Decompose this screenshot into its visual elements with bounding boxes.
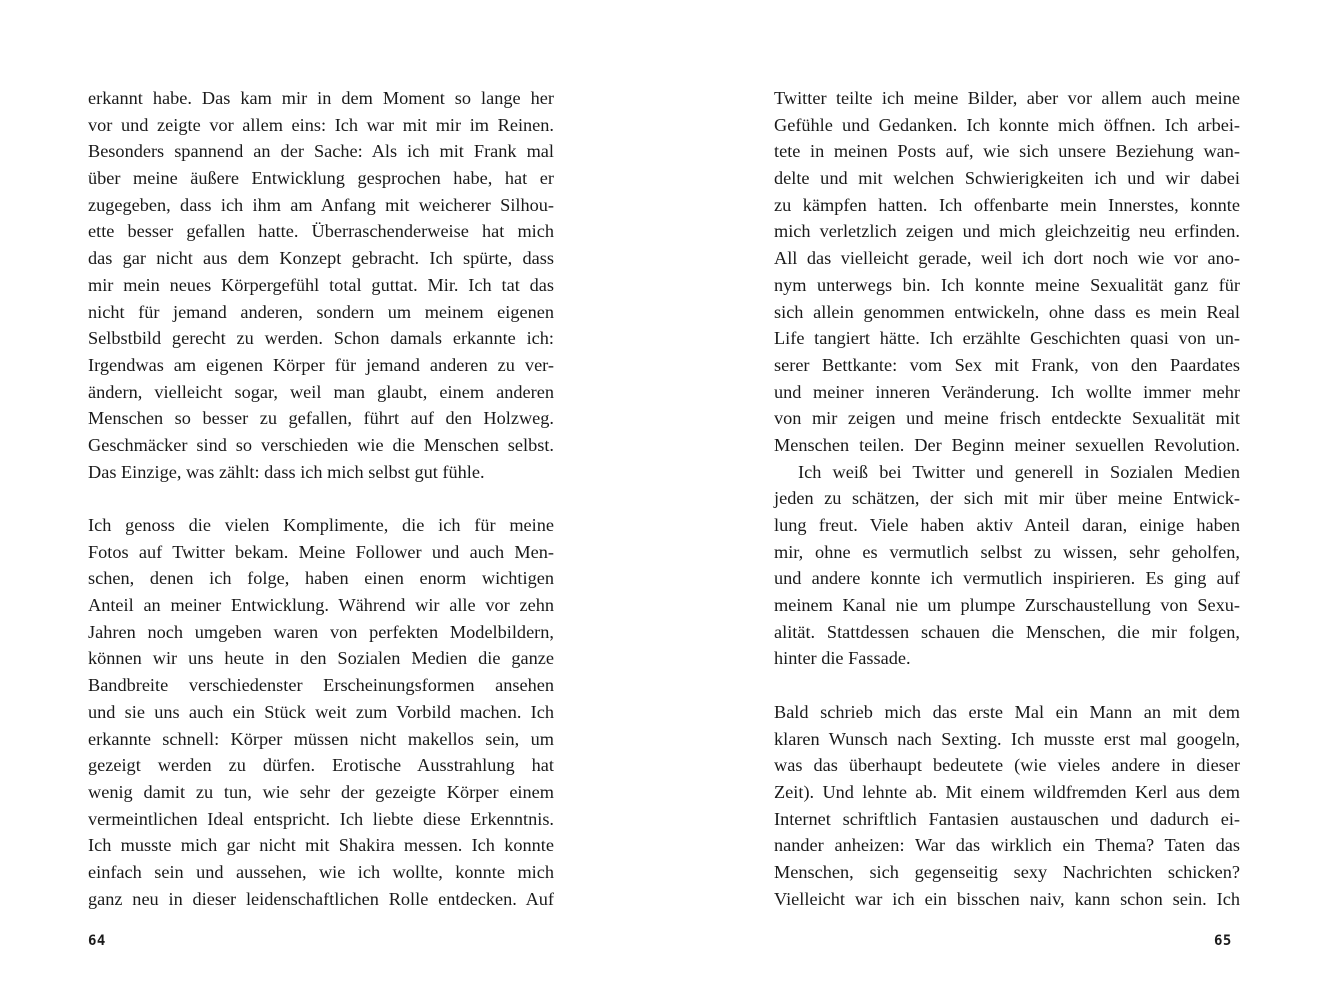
text-line: wenig damit zu tun, wie sehr der gezeigte Körper einem: [88, 781, 554, 802]
text-line: mich verletzlich zeigen und mich gleichzeitig neu erfinden.: [774, 221, 1240, 242]
page-number: 64: [88, 933, 106, 949]
text-line: Bandbreite verschiedenster Erscheinungsformen ansehen: [88, 675, 554, 696]
text-line: serer Bettkante: vom Sex mit Frank, von den Paardates: [774, 354, 1240, 375]
text-line: über meine äußere Entwicklung gesprochen habe, hat er: [88, 168, 554, 189]
text-line: nym unterwegs bin. Ich konnte meine Sexualität ganz für: [774, 274, 1240, 295]
text-line: delte und mit welchen Schwierigkeiten ich und wir dabei: [774, 168, 1240, 189]
text-line: und andere konnte ich vermutlich inspirieren. Es ging auf: [774, 568, 1240, 589]
left-page-text: [88, 85, 554, 912]
text-line: vor und zeigte vor allem eins: Ich war mit mir im Reinen.: [88, 114, 554, 135]
text-line: Fotos auf Twitter bekam. Meine Follower und auch Men-: [88, 541, 554, 562]
text-line: ändern, vielleicht sogar, weil man glaubt, einem anderen: [88, 381, 554, 402]
text-line: lung freut. Viele haben aktiv Anteil daran, einige haben: [774, 515, 1240, 535]
text-line: tete in meinen Posts auf, wie sich unsere Beziehung wan-: [774, 141, 1240, 162]
text-line: erkannt habe. Das kam mir in dem Moment so lange her: [88, 88, 554, 108]
text-line: zugegeben, dass ich ihm am Anfang mit weicherer Silhou-: [88, 194, 554, 215]
text-line: Internet schriftlich Fantasien austauschen und dadurch ei-: [774, 808, 1240, 829]
text-line: klaren Wunsch nach Sexting. Ich musste erst mal googeln,: [774, 728, 1240, 749]
text-line: einfach sein und aussehen, wie ich wollte, konnte mich: [88, 861, 554, 882]
text-line: schen, denen ich folge, haben einen enorm wichtigen: [88, 568, 554, 589]
text-line: Menschen, sich gegenseitig sexy Nachrichten schicken?: [774, 861, 1240, 882]
text-line: können wir uns heute in den Sozialen Medien die ganze: [88, 648, 554, 669]
text-line: ganz neu in dieser leidenschaftlichen Rolle entdecken. Auf: [88, 888, 554, 909]
text-line: Ich musste mich gar nicht mit Shakira messen. Ich konnte: [88, 835, 554, 856]
text-line: Irgendwas am eigenen Körper für jemand anderen zu ver-: [88, 354, 554, 375]
text-line: Menschen so besser zu gefallen, führt auf den Holzweg.: [88, 408, 554, 429]
text-line: nander anheizen: War das wirklich ein Thema? Taten das: [774, 835, 1240, 856]
text-line: Ich weiß bei Twitter und generell in Sozialen Medien: [798, 461, 1240, 482]
text-line: Anteil an meiner Entwicklung. Während wir alle vor zehn: [88, 595, 554, 616]
text-line: nicht für jemand anderen, sondern um meinem eigenen: [88, 301, 554, 322]
text-line: All das vielleicht gerade, weil ich dort noch wie vor ano-: [774, 248, 1240, 269]
paragraph-gap: [774, 672, 1240, 699]
text-line: sich allein genommen entwickeln, ohne dass es mein Real: [774, 301, 1240, 322]
text-line: alität. Stattdessen schauen die Menschen, die mir folgen,: [774, 621, 1240, 642]
text-line: von mir zeigen und meine frisch entdeckte Sexualität mit: [774, 408, 1240, 429]
page-number: 65: [1214, 933, 1232, 949]
right-page: [663, 0, 1326, 1000]
text-line: meinem Kanal nie um plumpe Zurschaustellung von Sexu-: [774, 595, 1240, 616]
text-line: und meiner inneren Veränderung. Ich wollte immer mehr: [774, 381, 1240, 402]
text-line: Das Einzige, was zählt: dass ich mich selbst gut fühle.: [88, 461, 485, 482]
text-line: Life tangiert hätte. Ich erzählte Geschichten quasi von un-: [774, 328, 1240, 349]
text-line: ette besser gefallen hatte. Überraschenderweise hat mich: [88, 221, 554, 242]
text-line: Twitter teilte ich meine Bilder, aber vor allem auch meine: [774, 88, 1240, 108]
text-line: Besonders spannend an der Sache: Als ich mit Frank mal: [88, 141, 554, 162]
text-line: vermeintlichen Ideal entspricht. Ich liebte diese Erkenntnis.: [88, 808, 554, 829]
text-line: mir mein neues Körpergefühl total guttat. Mir. Ich tat das: [88, 274, 554, 295]
text-line: das gar nicht aus dem Konzept gebracht. Ich spürte, dass: [88, 248, 554, 269]
text-line: was das überhaupt bedeutete (wie vieles andere in dieser: [774, 755, 1240, 776]
text-line: Geschmäcker sind so verschieden wie die Menschen selbst.: [88, 434, 554, 455]
text-line: Zeit). Und lehnte ab. Mit einem wildfremden Kerl aus dem: [774, 781, 1240, 802]
text-line: Gefühle und Gedanken. Ich konnte mich öffnen. Ich arbei-: [774, 114, 1240, 135]
text-line: Ich genoss die vielen Komplimente, die ich für meine: [88, 515, 554, 535]
text-line: Menschen teilen. Der Beginn meiner sexuellen Revolution.: [774, 434, 1240, 455]
text-line: hinter die Fassade.: [774, 648, 911, 669]
text-line: Selbstbild gerecht zu werden. Schon damals erkannte ich:: [88, 328, 554, 349]
text-line: jeden zu schätzen, der sich mit mir über meine Entwick-: [774, 488, 1240, 509]
text-line: Vielleicht war ich ein bisschen naiv, kann schon sein. Ich: [774, 888, 1240, 909]
text-line: gezeigt werden zu dürfen. Erotische Ausstrahlung hat: [88, 755, 554, 776]
text-line: und sie uns auch ein Stück weit zum Vorbild machen. Ich: [88, 701, 554, 722]
text-line: zu kämpfen hatten. Ich offenbarte mein Innerstes, konnte: [774, 194, 1240, 215]
right-page-text: [774, 85, 1240, 912]
paragraph-gap: [88, 485, 554, 512]
text-line: Bald schrieb mich das erste Mal ein Mann an mit dem: [774, 701, 1240, 722]
text-line: erkannte schnell: Körper müssen nicht makellos sein, um: [88, 728, 554, 749]
text-line: Jahren noch umgeben waren von perfekten Modelbildern,: [88, 621, 554, 642]
text-line: mir, ohne es vermutlich selbst zu wissen, sehr geholfen,: [774, 541, 1240, 562]
